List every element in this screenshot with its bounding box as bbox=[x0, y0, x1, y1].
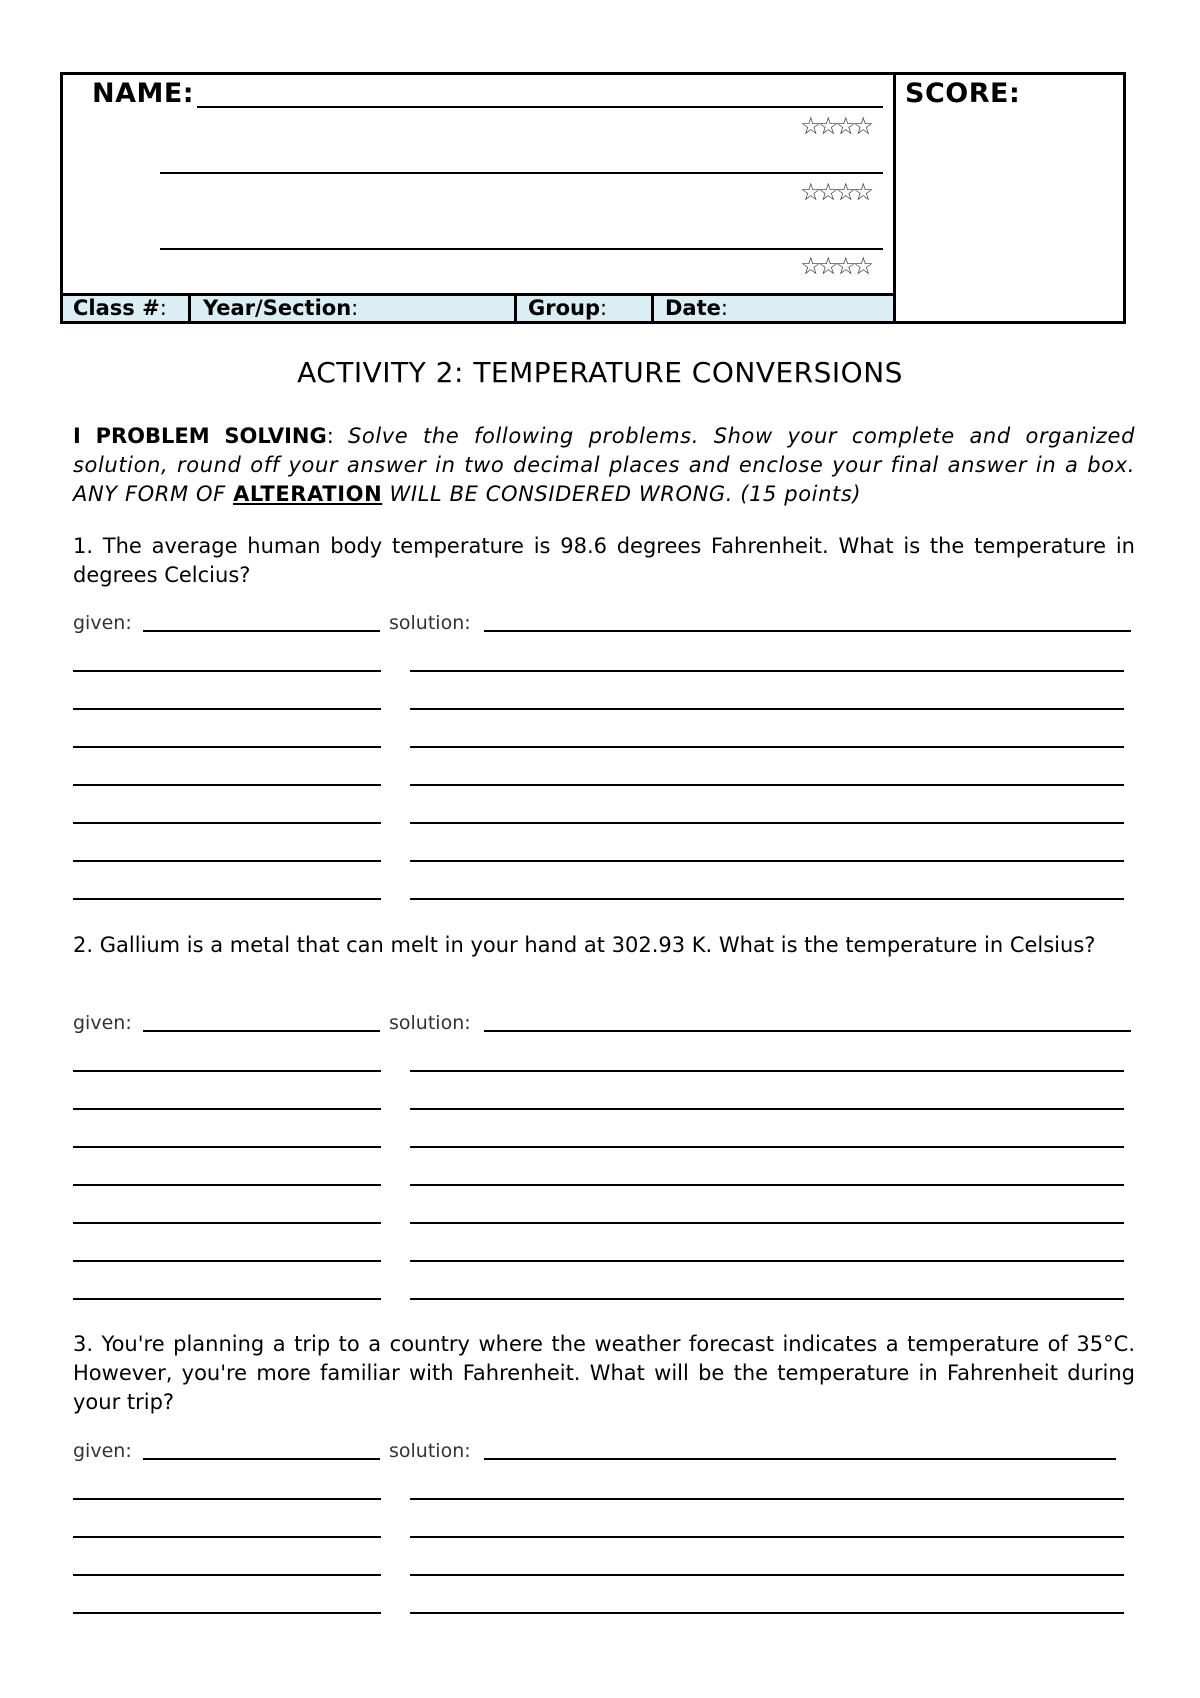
given-work-line[interactable] bbox=[73, 746, 381, 748]
given-work-line[interactable] bbox=[73, 708, 381, 710]
given-work-line[interactable] bbox=[73, 1298, 381, 1300]
given-work-line[interactable] bbox=[73, 1222, 381, 1224]
solution-work-line[interactable] bbox=[410, 860, 1124, 862]
score-label: SCORE: bbox=[905, 78, 1021, 109]
given-work-line[interactable] bbox=[73, 1536, 381, 1538]
activity-title: ACTIVITY 2: TEMPERATURE CONVERSIONS bbox=[297, 356, 903, 389]
solution-work-line[interactable] bbox=[410, 1536, 1124, 1538]
solution-work-line[interactable] bbox=[410, 1146, 1124, 1148]
info-separator bbox=[188, 293, 191, 324]
given-work-line[interactable] bbox=[73, 1070, 381, 1072]
date-field[interactable]: Date: bbox=[665, 296, 728, 320]
solution-work-line[interactable] bbox=[410, 746, 1124, 748]
given-work-line[interactable] bbox=[73, 670, 381, 672]
given-work-line[interactable] bbox=[73, 1498, 381, 1500]
stars-3: ☆☆☆☆ bbox=[800, 252, 871, 280]
given-work-line[interactable] bbox=[73, 898, 381, 900]
name-line-3[interactable] bbox=[160, 248, 883, 250]
given-work-line[interactable] bbox=[73, 1574, 381, 1576]
given-work-line[interactable] bbox=[73, 784, 381, 786]
given-label: given: bbox=[73, 612, 132, 634]
solution-work-line[interactable] bbox=[410, 1298, 1124, 1300]
solution-label: solution: bbox=[389, 1440, 471, 1462]
group-field[interactable]: Group: bbox=[528, 296, 608, 320]
given-line[interactable] bbox=[143, 1030, 380, 1032]
given-work-line[interactable] bbox=[73, 1108, 381, 1110]
given-work-line[interactable] bbox=[73, 860, 381, 862]
given-line[interactable] bbox=[143, 1458, 380, 1460]
solution-work-line[interactable] bbox=[410, 1222, 1124, 1224]
stars-1: ☆☆☆☆ bbox=[800, 112, 871, 140]
instructions-text: Solve the following problems. Show your complete and organized solution, round off your answer in two decimal places and enclose your final answer in a box. ANY FORM OF ALTERATION WILL BE CONSIDERED WRONG. (15 points) bbox=[73, 424, 1135, 506]
score-divider bbox=[893, 72, 896, 324]
solution-line[interactable] bbox=[484, 1458, 1116, 1460]
student-info-box bbox=[60, 72, 1126, 324]
given-work-line[interactable] bbox=[73, 1184, 381, 1186]
instructions-label: I PROBLEM SOLVING bbox=[73, 424, 327, 448]
question-2: 2. Gallium is a metal that can melt in your hand at 302.93 K. What is the temperature in Celsius? bbox=[73, 933, 1096, 957]
question-1: 1. The average human body temperature is 98.6 degrees Fahrenheit. What is the temperature in degrees Celcius? bbox=[73, 534, 1135, 587]
info-separator bbox=[514, 293, 517, 324]
solution-work-line[interactable] bbox=[410, 822, 1124, 824]
solution-work-line[interactable] bbox=[410, 1108, 1124, 1110]
solution-work-line[interactable] bbox=[410, 784, 1124, 786]
solution-work-line[interactable] bbox=[410, 1184, 1124, 1186]
question-3: 3. You're planning a trip to a country where the weather forecast indicates a temperature of 35°C. However, you're more familiar with Fahrenheit. What will be the temperature in Fahrenheit during your trip? bbox=[73, 1332, 1135, 1414]
given-work-line[interactable] bbox=[73, 1612, 381, 1614]
solution-work-line[interactable] bbox=[410, 1260, 1124, 1262]
given-work-line[interactable] bbox=[73, 822, 381, 824]
solution-work-line[interactable] bbox=[410, 708, 1124, 710]
stars-2: ☆☆☆☆ bbox=[800, 178, 871, 206]
solution-work-line[interactable] bbox=[410, 1070, 1124, 1072]
given-work-line[interactable] bbox=[73, 1260, 381, 1262]
given-work-line[interactable] bbox=[73, 1146, 381, 1148]
name-line-2[interactable] bbox=[160, 172, 883, 174]
year-section-field[interactable]: Year/Section: bbox=[203, 296, 359, 320]
given-line[interactable] bbox=[143, 630, 380, 632]
solution-label: solution: bbox=[389, 612, 471, 634]
name-line-1[interactable] bbox=[197, 106, 883, 108]
solution-line[interactable] bbox=[484, 630, 1131, 632]
name-label: NAME: bbox=[92, 78, 195, 109]
given-label: given: bbox=[73, 1440, 132, 1462]
solution-work-line[interactable] bbox=[410, 1612, 1124, 1614]
solution-work-line[interactable] bbox=[410, 670, 1124, 672]
alteration-word: ALTERATION bbox=[233, 482, 383, 506]
solution-line[interactable] bbox=[484, 1030, 1131, 1032]
given-label: given: bbox=[73, 1012, 132, 1034]
solution-work-line[interactable] bbox=[410, 898, 1124, 900]
class-number-field[interactable]: Class #: bbox=[73, 296, 167, 320]
solution-work-line[interactable] bbox=[410, 1498, 1124, 1500]
info-separator bbox=[651, 293, 654, 324]
solution-work-line[interactable] bbox=[410, 1574, 1124, 1576]
instructions: I PROBLEM SOLVING: Solve the following problems. Show your complete and organized solution, round off your answer in two decimal places and enclose your final answer in a box. ANY FORM OF ALTERATION WILL BE CONSIDERED WRONG. (15 points) bbox=[73, 424, 1135, 506]
solution-label: solution: bbox=[389, 1012, 471, 1034]
